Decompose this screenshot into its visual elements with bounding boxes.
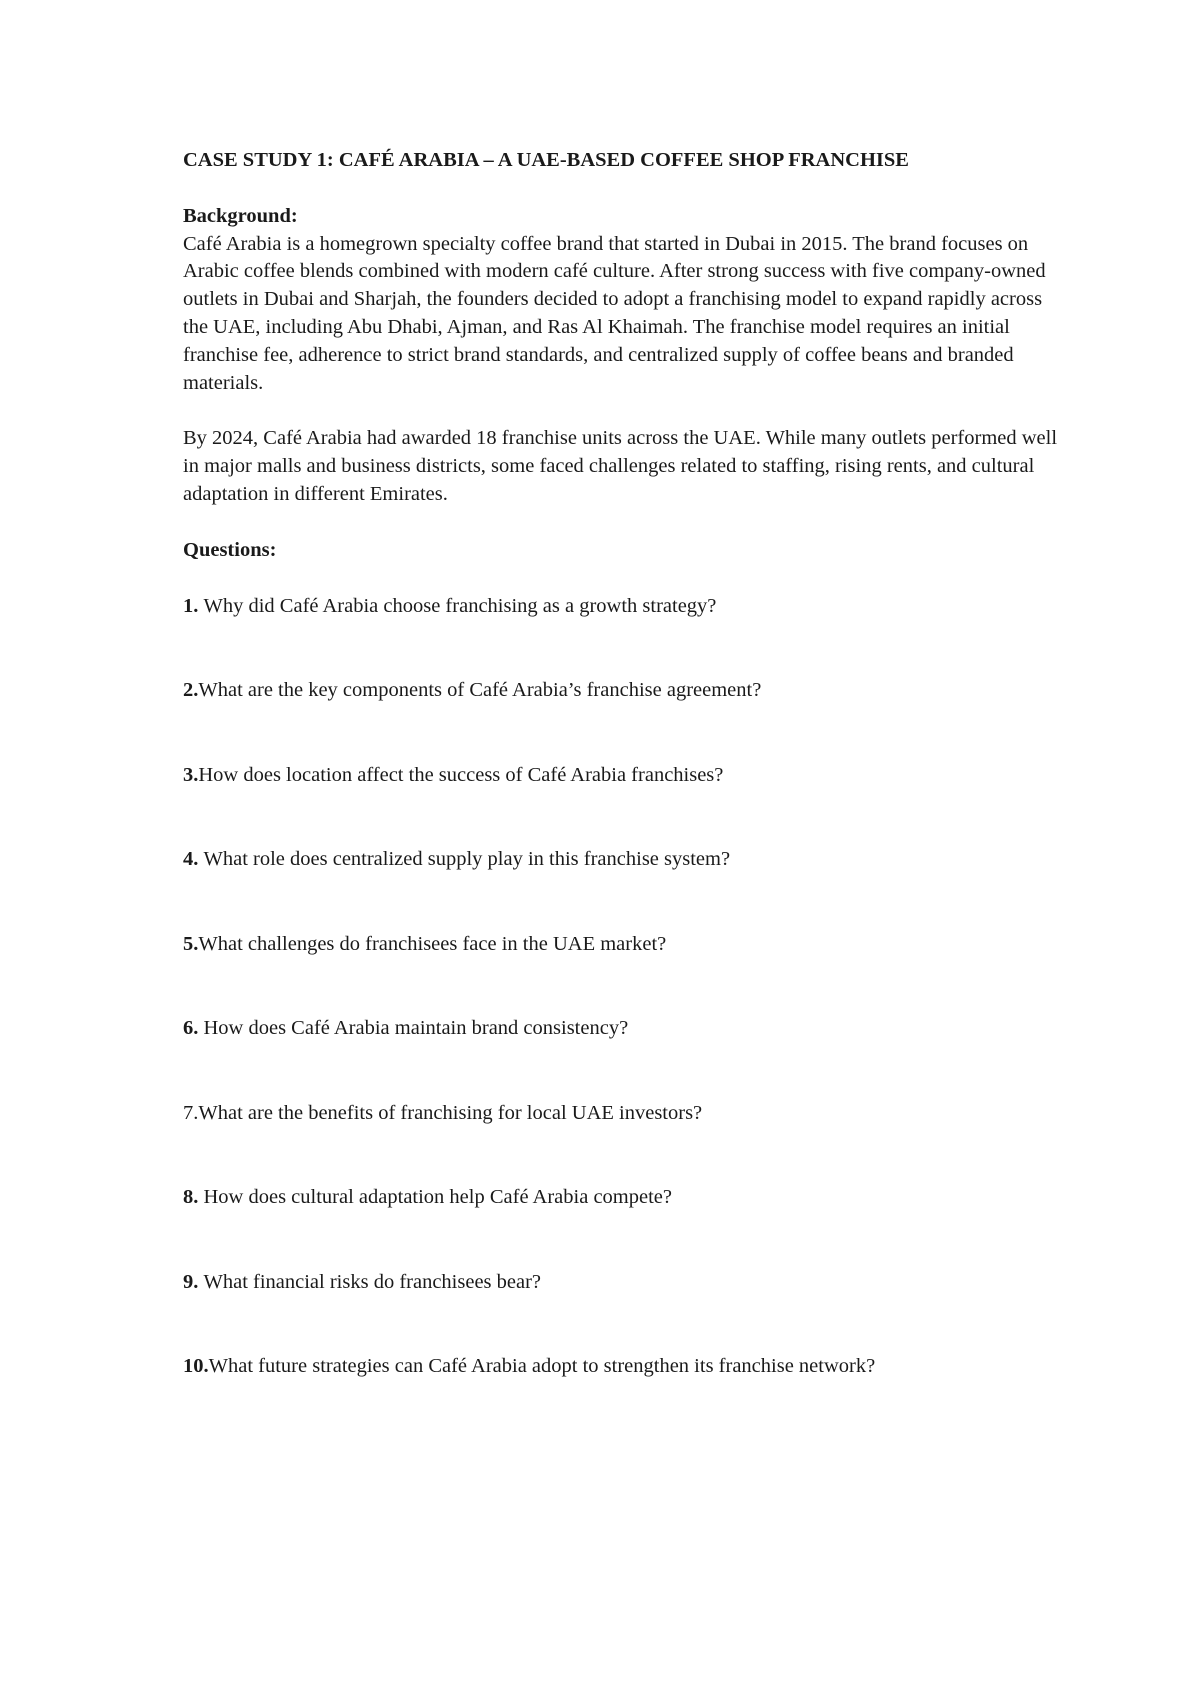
questions-heading: Questions: <box>183 538 277 561</box>
question-text: What are the benefits of franchising for local UAE investors? <box>198 1101 703 1124</box>
question-item <box>183 677 1063 762</box>
question-number: 2. <box>183 679 199 702</box>
question-number: 9. <box>183 1270 199 1293</box>
question-item <box>183 1184 1063 1269</box>
background-heading: Background: <box>183 204 298 227</box>
document-page <box>183 147 1063 1438</box>
question-text: What role does centralized supply play in this franchise system? <box>203 848 731 871</box>
question-text: What challenges do franchisees face in the UAE market? <box>198 932 667 955</box>
question-number: 5. <box>183 932 199 955</box>
question-number: 1. <box>183 594 199 617</box>
question-item <box>183 846 1063 931</box>
question-number: 3. <box>183 763 199 786</box>
question-item <box>183 931 1063 1016</box>
question-number: 8. <box>183 1186 199 1209</box>
question-item <box>183 762 1063 847</box>
question-item <box>183 1269 1063 1354</box>
question-text: What future strategies can Café Arabia adopt to strengthen its franchise network? <box>208 1355 876 1378</box>
question-number: 10. <box>183 1355 209 1378</box>
question-text: How does cultural adaptation help Café Arabia compete? <box>203 1186 672 1209</box>
questions-list <box>183 593 1063 1438</box>
question-text: Why did Café Arabia choose franchising as a growth strategy? <box>203 594 717 617</box>
question-number: 7. <box>183 1101 199 1124</box>
question-item <box>183 1353 1063 1438</box>
question-text: What financial risks do franchisees bear? <box>203 1270 542 1293</box>
question-text: What are the key components of Café Arabia’s franchise agreement? <box>198 679 762 702</box>
question-text: How does location affect the success of Café Arabia franchises? <box>198 763 724 786</box>
question-item <box>183 1100 1063 1185</box>
question-text: How does Café Arabia maintain brand consistency? <box>203 1017 629 1040</box>
question-number: 4. <box>183 848 199 871</box>
background-paragraph-1: Café Arabia is a homegrown specialty coffee brand that started in Dubai in 2015. The brand focuses on Arabic coffee blends combined with modern café culture. After strong success with five company-owned outlets in Dubai and Sharjah, the founders decided to adopt a franchising model to expand rapidly across the UAE, including Abu Dhabi, Ajman, and Ras Al Khaimah. The franchise model requires an initial franchise fee, adherence to strict brand standards, and centralized supply of coffee beans and branded materials. <box>183 232 1046 394</box>
question-item <box>183 1015 1063 1100</box>
question-item <box>183 593 1063 678</box>
question-number: 6. <box>183 1017 199 1040</box>
background-paragraph-2: By 2024, Café Arabia had awarded 18 franchise units across the UAE. While many outlets performed well in major malls and business districts, some faced challenges related to staffing, rising rents, and cultural adaptation in different Emirates. <box>183 427 1058 505</box>
document-title: CASE STUDY 1: CAFÉ ARABIA – A UAE-BASED COFFEE SHOP FRANCHISE <box>183 149 909 171</box>
